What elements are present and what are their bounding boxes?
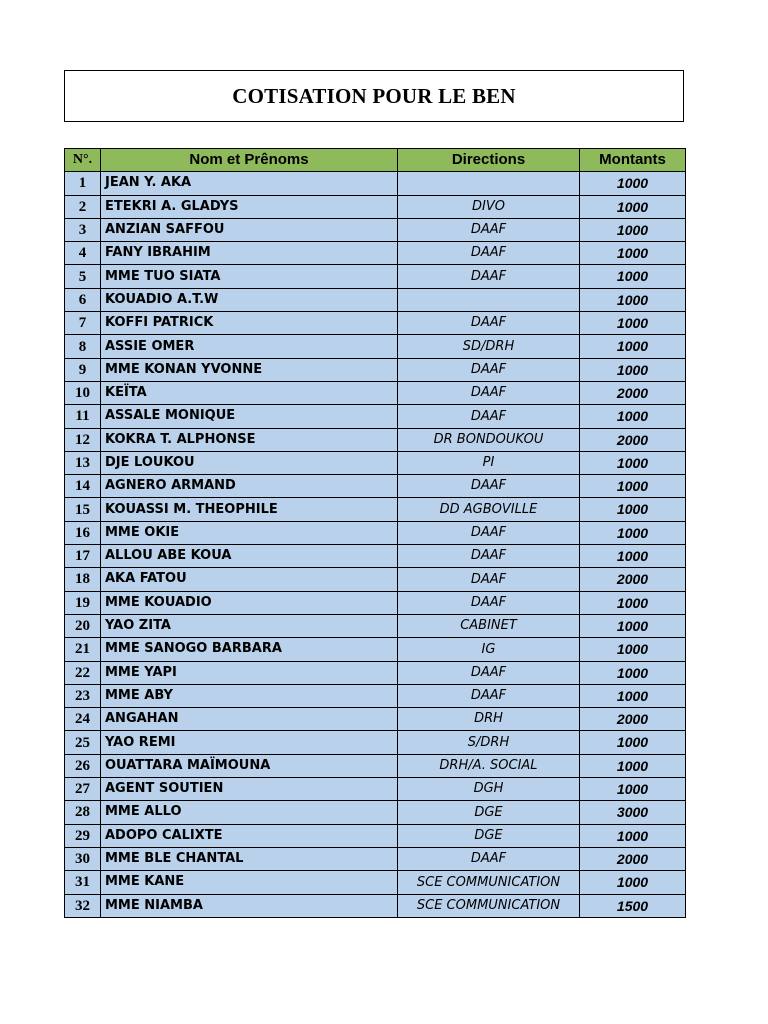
row-name: MME SANOGO BARBARA — [101, 638, 398, 661]
row-number: 16 — [65, 521, 101, 544]
row-direction: IG — [398, 638, 580, 661]
row-number: 24 — [65, 708, 101, 731]
table-row — [65, 475, 686, 498]
table-body — [65, 172, 686, 918]
row-direction: DAAF — [398, 661, 580, 684]
table-row — [65, 614, 686, 637]
row-number: 4 — [65, 242, 101, 265]
row-amount: 1000 — [580, 638, 686, 661]
table-row — [65, 591, 686, 614]
row-direction: S/DRH — [398, 731, 580, 754]
row-name: MME BLE CHANTAL — [101, 847, 398, 870]
row-amount: 1000 — [580, 335, 686, 358]
row-number: 11 — [65, 405, 101, 428]
row-amount: 1000 — [580, 731, 686, 754]
row-name: ASSALE MONIQUE — [101, 405, 398, 428]
row-amount: 1000 — [580, 405, 686, 428]
row-number: 31 — [65, 871, 101, 894]
row-name: MME ALLO — [101, 801, 398, 824]
row-direction: DAAF — [398, 568, 580, 591]
page-title: COTISATION POUR LE BEN — [232, 83, 516, 108]
row-number: 18 — [65, 568, 101, 591]
row-amount: 1000 — [580, 265, 686, 288]
row-direction: SCE COMMUNICATION — [398, 871, 580, 894]
cotisation-table — [64, 148, 686, 918]
table-row — [65, 708, 686, 731]
row-number: 25 — [65, 731, 101, 754]
row-number: 28 — [65, 801, 101, 824]
row-amount: 1000 — [580, 521, 686, 544]
table-row — [65, 684, 686, 707]
row-name: MME NIAMBA — [101, 894, 398, 917]
table-row — [65, 498, 686, 521]
row-amount: 1000 — [580, 614, 686, 637]
row-amount: 1000 — [580, 288, 686, 311]
row-name: MME KONAN YVONNE — [101, 358, 398, 381]
table-row — [65, 545, 686, 568]
row-direction: SD/DRH — [398, 335, 580, 358]
row-name: ANZIAN SAFFOU — [101, 218, 398, 241]
row-name: MME TUO SIATA — [101, 265, 398, 288]
table-row — [65, 451, 686, 474]
row-number: 3 — [65, 218, 101, 241]
row-name: KOUADIO A.T.W — [101, 288, 398, 311]
row-number: 19 — [65, 591, 101, 614]
row-number: 1 — [65, 172, 101, 195]
table-row — [65, 754, 686, 777]
row-number: 8 — [65, 335, 101, 358]
row-number: 32 — [65, 894, 101, 917]
row-name: MME KOUADIO — [101, 591, 398, 614]
row-direction — [398, 172, 580, 195]
header-row — [65, 149, 686, 172]
table-row — [65, 195, 686, 218]
row-name: AGENT SOUTIEN — [101, 778, 398, 801]
row-number: 13 — [65, 451, 101, 474]
row-amount: 1000 — [580, 195, 686, 218]
row-name: ADOPO CALIXTE — [101, 824, 398, 847]
row-name: YAO ZITA — [101, 614, 398, 637]
header-name: Nom et Prênoms — [101, 149, 398, 172]
row-number: 26 — [65, 754, 101, 777]
table-row — [65, 661, 686, 684]
row-amount: 1000 — [580, 661, 686, 684]
row-direction: PI — [398, 451, 580, 474]
table-row — [65, 265, 686, 288]
row-amount: 1000 — [580, 358, 686, 381]
title-box — [64, 70, 684, 122]
row-direction: DD AGBOVILLE — [398, 498, 580, 521]
row-name: KOFFI PATRICK — [101, 312, 398, 335]
row-amount: 1000 — [580, 218, 686, 241]
header-num: N°. — [65, 149, 101, 172]
row-amount: 1000 — [580, 242, 686, 265]
row-name: MME ABY — [101, 684, 398, 707]
row-amount: 1500 — [580, 894, 686, 917]
table-row — [65, 824, 686, 847]
table-row — [65, 731, 686, 754]
row-direction: DAAF — [398, 521, 580, 544]
header-direction: Directions — [398, 149, 580, 172]
header-amount: Montants — [580, 149, 686, 172]
row-amount: 3000 — [580, 801, 686, 824]
row-amount: 1000 — [580, 545, 686, 568]
row-direction: DRH/A. SOCIAL — [398, 754, 580, 777]
row-direction: DAAF — [398, 381, 580, 404]
row-direction: DAAF — [398, 847, 580, 870]
row-direction: DAAF — [398, 358, 580, 381]
row-direction — [398, 288, 580, 311]
row-name: AKA FATOU — [101, 568, 398, 591]
row-name: YAO REMI — [101, 731, 398, 754]
table-row — [65, 381, 686, 404]
row-number: 21 — [65, 638, 101, 661]
row-number: 29 — [65, 824, 101, 847]
row-name: MME KANE — [101, 871, 398, 894]
row-amount: 2000 — [580, 847, 686, 870]
row-name: ALLOU ABE KOUA — [101, 545, 398, 568]
row-name: FANY IBRAHIM — [101, 242, 398, 265]
row-amount: 1000 — [580, 754, 686, 777]
row-number: 22 — [65, 661, 101, 684]
row-direction: DRH — [398, 708, 580, 731]
row-amount: 1000 — [580, 778, 686, 801]
row-direction: DR BONDOUKOU — [398, 428, 580, 451]
table-row — [65, 358, 686, 381]
table-row — [65, 172, 686, 195]
row-amount: 1000 — [580, 591, 686, 614]
row-amount: 2000 — [580, 381, 686, 404]
row-name: MME YAPI — [101, 661, 398, 684]
row-number: 9 — [65, 358, 101, 381]
row-amount: 1000 — [580, 498, 686, 521]
row-direction: DAAF — [398, 218, 580, 241]
row-direction: CABINET — [398, 614, 580, 637]
row-amount: 1000 — [580, 312, 686, 335]
row-name: KOUASSI M. THEOPHILE — [101, 498, 398, 521]
row-direction: DGE — [398, 801, 580, 824]
row-number: 7 — [65, 312, 101, 335]
table-row — [65, 568, 686, 591]
row-number: 27 — [65, 778, 101, 801]
row-direction: DGE — [398, 824, 580, 847]
row-direction: DAAF — [398, 265, 580, 288]
row-direction: DIVO — [398, 195, 580, 218]
table-row — [65, 335, 686, 358]
row-name: JEAN Y. AKA — [101, 172, 398, 195]
row-amount: 1000 — [580, 172, 686, 195]
row-number: 5 — [65, 265, 101, 288]
row-name: ETEKRI A. GLADYS — [101, 195, 398, 218]
table-row — [65, 288, 686, 311]
row-number: 17 — [65, 545, 101, 568]
table-row — [65, 801, 686, 824]
row-amount: 1000 — [580, 684, 686, 707]
table-row — [65, 405, 686, 428]
row-amount: 2000 — [580, 428, 686, 451]
row-direction: DAAF — [398, 545, 580, 568]
row-direction: DAAF — [398, 684, 580, 707]
row-name: DJE LOUKOU — [101, 451, 398, 474]
row-amount: 2000 — [580, 708, 686, 731]
row-number: 30 — [65, 847, 101, 870]
row-direction: DAAF — [398, 242, 580, 265]
row-number: 14 — [65, 475, 101, 498]
table-row — [65, 218, 686, 241]
row-amount: 1000 — [580, 824, 686, 847]
row-name: KOKRA T. ALPHONSE — [101, 428, 398, 451]
row-number: 15 — [65, 498, 101, 521]
row-number: 23 — [65, 684, 101, 707]
table-row — [65, 638, 686, 661]
row-name: OUATTARA MAÏMOUNA — [101, 754, 398, 777]
row-direction: DAAF — [398, 312, 580, 335]
row-direction: DAAF — [398, 405, 580, 428]
row-name: AGNERO ARMAND — [101, 475, 398, 498]
row-direction: SCE COMMUNICATION — [398, 894, 580, 917]
table-row — [65, 312, 686, 335]
row-amount: 1000 — [580, 871, 686, 894]
table-row — [65, 847, 686, 870]
row-number: 2 — [65, 195, 101, 218]
row-number: 6 — [65, 288, 101, 311]
table-row — [65, 521, 686, 544]
table-row — [65, 778, 686, 801]
row-amount: 1000 — [580, 451, 686, 474]
row-amount: 1000 — [580, 475, 686, 498]
table-row — [65, 242, 686, 265]
row-direction: DAAF — [398, 475, 580, 498]
row-amount: 2000 — [580, 568, 686, 591]
row-name: ASSIE OMER — [101, 335, 398, 358]
row-number: 10 — [65, 381, 101, 404]
table-header — [65, 149, 686, 172]
row-direction: DGH — [398, 778, 580, 801]
row-number: 20 — [65, 614, 101, 637]
row-name: ANGAHAN — [101, 708, 398, 731]
row-direction: DAAF — [398, 591, 580, 614]
table-row — [65, 894, 686, 917]
table-row — [65, 871, 686, 894]
row-name: KEÏTA — [101, 381, 398, 404]
table-row — [65, 428, 686, 451]
row-name: MME OKIE — [101, 521, 398, 544]
row-number: 12 — [65, 428, 101, 451]
